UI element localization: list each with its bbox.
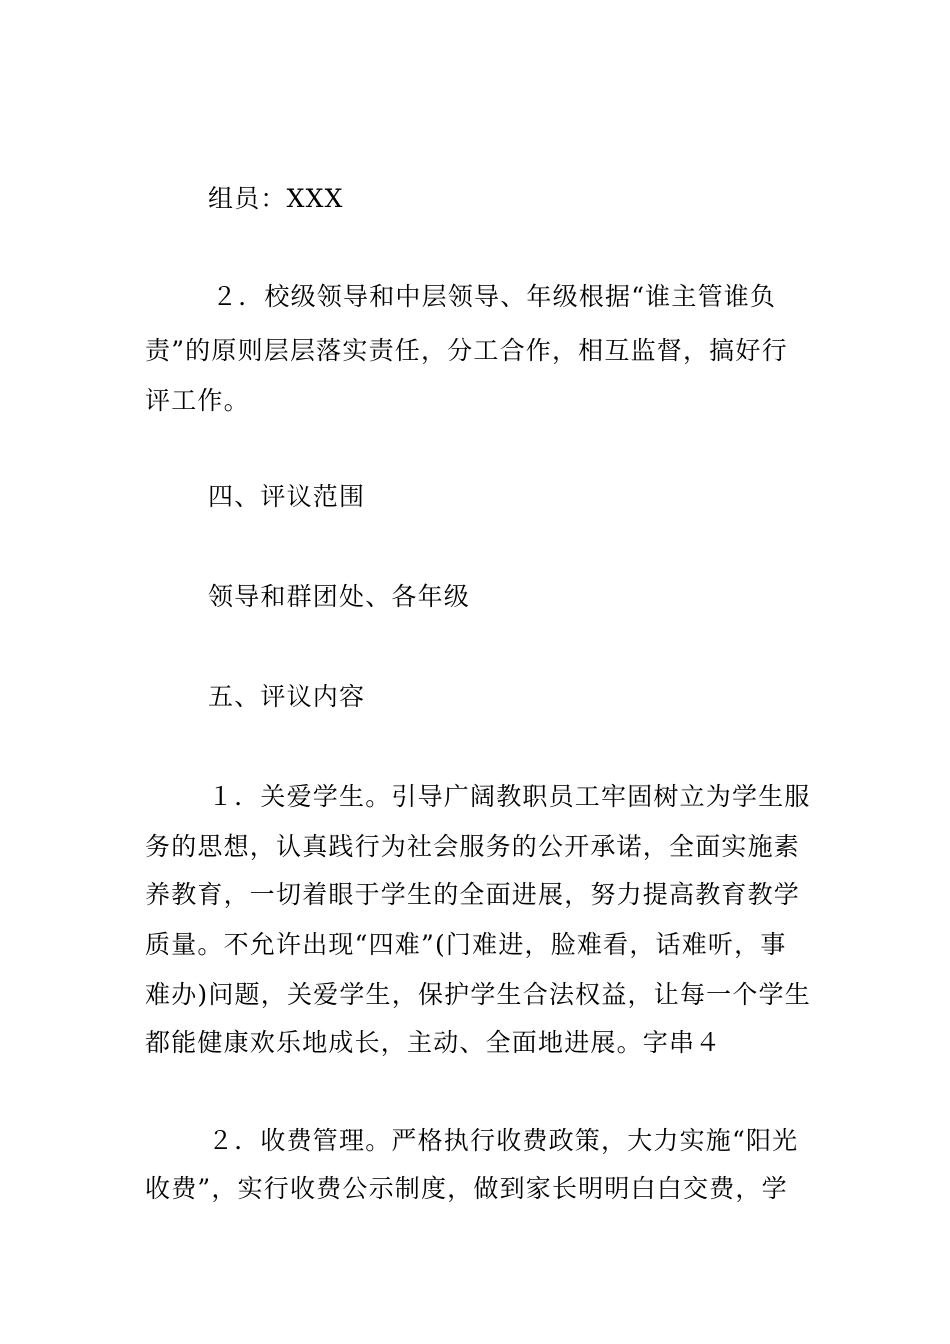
- item5-1-line-4: 质量。不允许出现“四难”(门难进，脸难看，话难听，事: [145, 930, 787, 959]
- item5-2-line-2: 收费”，实行收费公示制度，做到家长明明白白交费，学: [145, 1174, 788, 1203]
- section4-body: 领导和群团处、各年级: [208, 582, 471, 611]
- item2-line-2: 责”的原则层层落实责任，分工合作，相互监督，搞好行: [145, 336, 788, 365]
- item5-1-line-1: １．关爱学生。引导广阔教职员工牢固树立为学生服: [208, 782, 811, 811]
- item5-1-line-3: 养教育，一切着眼于学生的全面进展，努力提高教育教学: [145, 880, 801, 909]
- item5-1-line-6: 都能健康欢乐地成长，主动、全面地进展。字串４: [145, 1028, 722, 1057]
- members-line: 组员：XXX: [208, 184, 344, 213]
- item2-line-3: 评工作。: [145, 386, 250, 415]
- section5-heading: 五、评议内容: [208, 682, 366, 711]
- section4-heading: 四、评议范围: [208, 482, 366, 511]
- item2-line-1: ２．校级领导和中层领导、年级根据“谁主管谁负: [212, 282, 777, 311]
- item5-2-line-1: ２．收费管理。严格执行收费政策，大力实施“阳光: [208, 1126, 799, 1155]
- item5-1-line-2: 务的思想，认真践行为社会服务的公开承诺，全面实施素: [145, 832, 801, 861]
- item5-1-line-5: 难办)问题，关爱学生，保护学生合法权益，让每一个学生: [145, 980, 811, 1009]
